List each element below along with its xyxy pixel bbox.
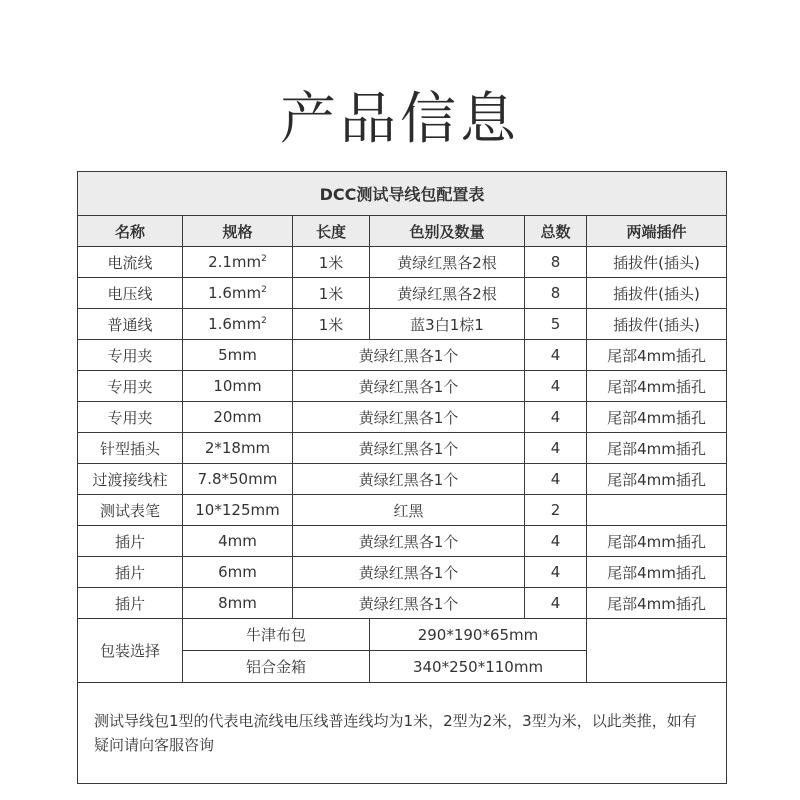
cell-total: 4: [525, 588, 587, 619]
cell-length: 1米: [293, 278, 370, 309]
cell-color: 红黑: [293, 495, 525, 526]
cell-ends: 插拔件(插头): [587, 278, 727, 309]
header-total: 总数: [525, 216, 587, 247]
cell-total: 4: [525, 340, 587, 371]
packaging-row: [78, 619, 727, 651]
packaging-label: 包装选择: [78, 619, 183, 683]
cell-spec: 5mm: [183, 340, 293, 371]
cell-spec: $1.6mm^2$: [183, 278, 293, 309]
cell-spec: 2*18mm: [183, 433, 293, 464]
table-row: [78, 557, 727, 588]
cell-name: 测试表笔: [78, 495, 183, 526]
table-row: [78, 247, 727, 278]
cell-name: 专用夹: [78, 371, 183, 402]
cell-total: 4: [525, 371, 587, 402]
table-row: [78, 495, 727, 526]
cell-color: 黄绿红黑各2根: [370, 278, 525, 309]
cell-spec: 20mm: [183, 402, 293, 433]
cell-ends: 尾部4mm插孔: [587, 402, 727, 433]
cell-spec: 8mm: [183, 588, 293, 619]
config-table: [77, 171, 727, 784]
cell-name: 专用夹: [78, 402, 183, 433]
table-row: [78, 340, 727, 371]
cell-ends: 尾部4mm插孔: [587, 371, 727, 402]
cell-name: 插片: [78, 557, 183, 588]
cell-total: 8: [525, 278, 587, 309]
cell-ends: 尾部4mm插孔: [587, 433, 727, 464]
table-row: [78, 433, 727, 464]
cell-color: 黄绿红黑各1个: [293, 402, 525, 433]
page-title: 产品信息: [280, 87, 520, 152]
header-spec: 规格: [183, 216, 293, 247]
cell-total: 2: [525, 495, 587, 526]
cell-spec: 7.8*50mm: [183, 464, 293, 495]
header-color-qty: 色别及数量: [370, 216, 525, 247]
cell-color: 黄绿红黑各1个: [293, 526, 525, 557]
table-row: [78, 371, 727, 402]
cell-length: 1米: [293, 247, 370, 278]
table-header-row: [78, 216, 727, 247]
table-row: [78, 526, 727, 557]
packaging-size: 340*250*110mm: [370, 651, 587, 683]
cell-name: 电流线: [78, 247, 183, 278]
cell-spec: $2.1mm^2$: [183, 247, 293, 278]
cell-name: 插片: [78, 588, 183, 619]
packaging-type: 铝合金箱: [183, 651, 370, 683]
cell-total: 4: [525, 433, 587, 464]
packaging-empty-cell: [587, 619, 727, 683]
packaging-type: 牛津布包: [183, 619, 370, 651]
cell-ends: 插拔件(插头): [587, 309, 727, 340]
cell-spec: 4mm: [183, 526, 293, 557]
cell-ends: 尾部4mm插孔: [587, 526, 727, 557]
cell-ends: [587, 495, 727, 526]
cell-total: 4: [525, 464, 587, 495]
cell-color: 黄绿红黑各1个: [293, 371, 525, 402]
header-length: 长度: [293, 216, 370, 247]
table-row: [78, 588, 727, 619]
table-row: [78, 278, 727, 309]
cell-color: 黄绿红黑各1个: [293, 464, 525, 495]
cell-name: 过渡接线柱: [78, 464, 183, 495]
cell-spec: 10mm: [183, 371, 293, 402]
cell-color: 黄绿红黑各1个: [293, 433, 525, 464]
cell-total: 4: [525, 402, 587, 433]
cell-total: 4: [525, 526, 587, 557]
packaging-size: 290*190*65mm: [370, 619, 587, 651]
cell-name: 插片: [78, 526, 183, 557]
table-row: [78, 402, 727, 433]
cell-length: 1米: [293, 309, 370, 340]
cell-color: 黄绿红黑各1个: [293, 557, 525, 588]
cell-ends: 尾部4mm插孔: [587, 557, 727, 588]
cell-spec: 6mm: [183, 557, 293, 588]
cell-ends: 尾部4mm插孔: [587, 588, 727, 619]
cell-spec: $1.6mm^2$: [183, 309, 293, 340]
cell-total: 8: [525, 247, 587, 278]
cell-name: 针型插头: [78, 433, 183, 464]
cell-name: 普通线: [78, 309, 183, 340]
cell-color: 黄绿红黑各1个: [293, 340, 525, 371]
cell-spec: 10*125mm: [183, 495, 293, 526]
cell-name: 电压线: [78, 278, 183, 309]
cell-ends: 尾部4mm插孔: [587, 340, 727, 371]
table-caption: DCC测试导线包配置表: [78, 172, 727, 216]
table-note: 测试导线包1型的代表电流线电压线普连线均为1米，2型为2米，3型为米，以此类推，如有疑问请向客服咨询: [78, 683, 727, 784]
cell-total: 4: [525, 557, 587, 588]
header-ends: 两端插件: [587, 216, 727, 247]
cell-color: 黄绿红黑各1个: [293, 588, 525, 619]
cell-color: 蓝3白1棕1: [370, 309, 525, 340]
header-name: 名称: [78, 216, 183, 247]
table-row: [78, 464, 727, 495]
cell-color: 黄绿红黑各2根: [370, 247, 525, 278]
cell-name: 专用夹: [78, 340, 183, 371]
cell-ends: 尾部4mm插孔: [587, 464, 727, 495]
cell-total: 5: [525, 309, 587, 340]
cell-ends: 插拔件(插头): [587, 247, 727, 278]
table-row: [78, 309, 727, 340]
